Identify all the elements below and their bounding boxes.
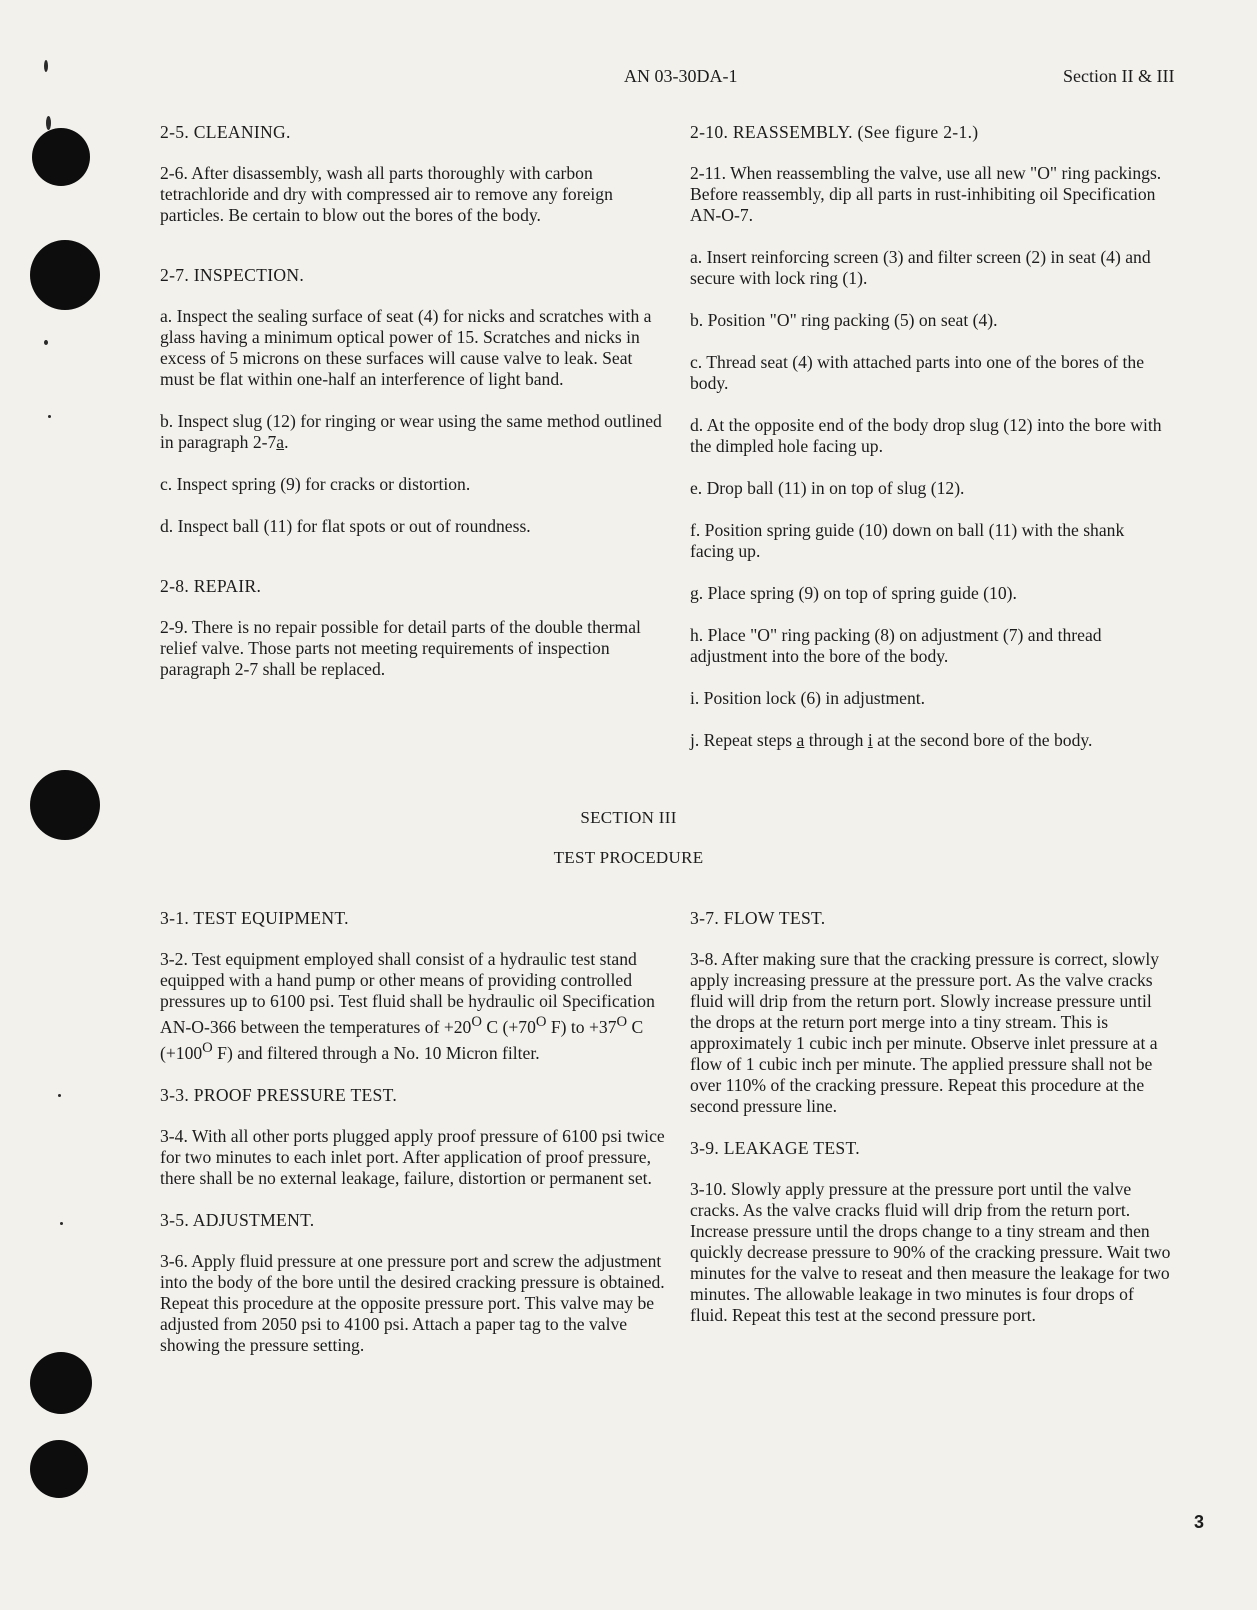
para-2-7d: d. Inspect ball (11) for flat spots or out of roundness. [160, 516, 531, 536]
heading-adjustment: 3-5. ADJUSTMENT. [160, 1209, 315, 1230]
step-c: c. Thread seat (4) with attached parts into one of the bores of the body. [690, 352, 1145, 393]
scan-speck [48, 415, 51, 418]
punch-hole [30, 240, 100, 310]
scan-speck [44, 340, 48, 345]
para-2-7b: b. Inspect slug (12) for ringing or wear using the same method outlined in paragraph 2-7a. [160, 411, 662, 452]
step-a: a. Insert reinforcing screen (3) and filter screen (2) in seat (4) and secure with lock ring (1). [690, 247, 1151, 288]
scan-speck [44, 60, 48, 72]
para-2-7a: a. Inspect the sealing surface of seat (4) for nicks and scratches with a glass having a minimum optical power of 15. Scratches and nicks in excess of 5 microns on these surfaces will cause valve to leak. Seat must be flat within one-half an interference of light band. [160, 306, 652, 389]
punch-hole [30, 1352, 92, 1414]
para-3-10: 3-10. Slowly apply pressure at the pressure port until the valve cracks. As the valve cracks fluid will drip from the return port. Increase pressure until the drops change to a tiny stream and then quickly decrease pressure to 90% of the cracking pressure. Wait two minutes for the valve to reseat and then measure the leakage for two minutes. The allowable leakage in two minutes is four drops of fluid. Repeat this test at the second pressure port. [690, 1179, 1171, 1325]
right-column-lower [690, 908, 1172, 1347]
step-i: i. Position lock (6) in adjustment. [690, 688, 926, 708]
step-h: h. Place "O" ring packing (8) on adjustment (7) and thread adjustment into the bore of the body. [690, 625, 1102, 666]
para-2-7c: c. Inspect spring (9) for cracks or distortion. [160, 474, 471, 494]
document-number: AN 03-30DA-1 [624, 66, 738, 86]
para-2-9: 2-9. There is no repair possible for detail parts of the double thermal relief valve. Those parts not meeting requirements of inspection paragraph 2-7 shall be replaced. [160, 617, 641, 679]
heading-test-equipment: 3-1. TEST EQUIPMENT. [160, 908, 349, 928]
scan-speck [60, 1222, 63, 1225]
scan-speck [46, 116, 51, 130]
scan-speck [58, 1094, 61, 1097]
heading-proof-pressure: 3-3. PROOF PRESSURE TEST. [160, 1084, 398, 1105]
step-g: g. Place spring (9) on top of spring guide (10). [690, 583, 1017, 603]
heading-repair: 2-8. REPAIR. [160, 576, 262, 596]
section-subtitle: TEST PROCEDURE [553, 848, 704, 867]
para-3-2: 3-2. Test equipment employed shall consist of a hydraulic test stand equipped with a hand pump or other means of providing controlled pressures up to 6100 psi. Test fluid shall be hydraulic oil Specification AN-O-366 between the temperatures of $+20^O$ C ($+70^O$ F) to $+37^O$ C ($+100^O$ F) and filtered through a No. 10 Micron filter. [160, 949, 655, 1063]
punch-hole [30, 770, 100, 840]
punch-hole [30, 1440, 88, 1498]
para-2-6: 2-6. After disassembly, wash all parts thoroughly with carbon tetrachloride and dry with compressed air to remove any foreign particles. Be certain to blow out the bores of the body. [160, 163, 613, 225]
punch-hole [32, 128, 90, 186]
right-column-upper [690, 122, 1170, 772]
heading-flow-test: 3-7. FLOW TEST. [690, 908, 826, 928]
heading-inspection: 2-7. INSPECTION. [160, 265, 305, 285]
section-label: Section II & III [1063, 66, 1175, 86]
para-3-8: 3-8. After making sure that the cracking pressure is correct, slowly apply increasing pressure at the pressure port. As the valve cracks fluid will drip from the return port. Slowly increase pressure until the drops at the return port merge into a tiny stream. This is approximately 1 cubic inch per minute. Observe inlet pressure at a flow of 1 cubic inch per minute. The applied pressure shall not be over 110% of the cracking pressure. Repeat this procedure at the second pressure line. [690, 949, 1160, 1116]
step-b: b. Position "O" ring packing (5) on seat (4). [690, 310, 998, 330]
heading-cleaning: 2-5. CLEANING. [160, 122, 291, 142]
para-2-11: 2-11. When reassembling the valve, use all new "O" ring packings. Before reassembly, dip all parts in rust-inhibiting oil Specification AN-O-7. [690, 163, 1162, 225]
heading-leakage-test: 3-9. LEAKAGE TEST. [690, 1138, 860, 1158]
step-j: j. Repeat steps a through i at the second bore of the body. [690, 730, 1093, 750]
left-column-upper [160, 122, 665, 701]
step-f: f. Position spring guide (10) down on ball (11) with the shank facing up. [690, 520, 1125, 561]
heading-reassembly: 2-10. REASSEMBLY. (See figure 2-1.) [690, 122, 979, 142]
page-number: 3 [1194, 1512, 1205, 1532]
step-e: e. Drop ball (11) in on top of slug (12). [690, 478, 965, 498]
para-3-4: 3-4. With all other ports plugged apply proof pressure of 6100 psi twice for two minutes to each inlet port. After application of proof pressure, there shall be no external leakage, failure, distortion or permanent set. [160, 1125, 665, 1188]
para-3-6: 3-6. Apply fluid pressure at one pressure port and screw the adjustment into the body of the bore until the desired cracking pressure is obtained. Repeat this procedure at the opposite pressure port. This valve may be adjusted from 2050 psi to 4100 psi. Attach a paper tag to the valve showing the pressure setting. [160, 1250, 665, 1355]
step-d: d. At the opposite end of the body drop slug (12) into the bore with the dimpled hole facing up. [690, 415, 1162, 456]
left-column-lower [160, 908, 665, 1377]
section-title: SECTION III [580, 808, 677, 827]
